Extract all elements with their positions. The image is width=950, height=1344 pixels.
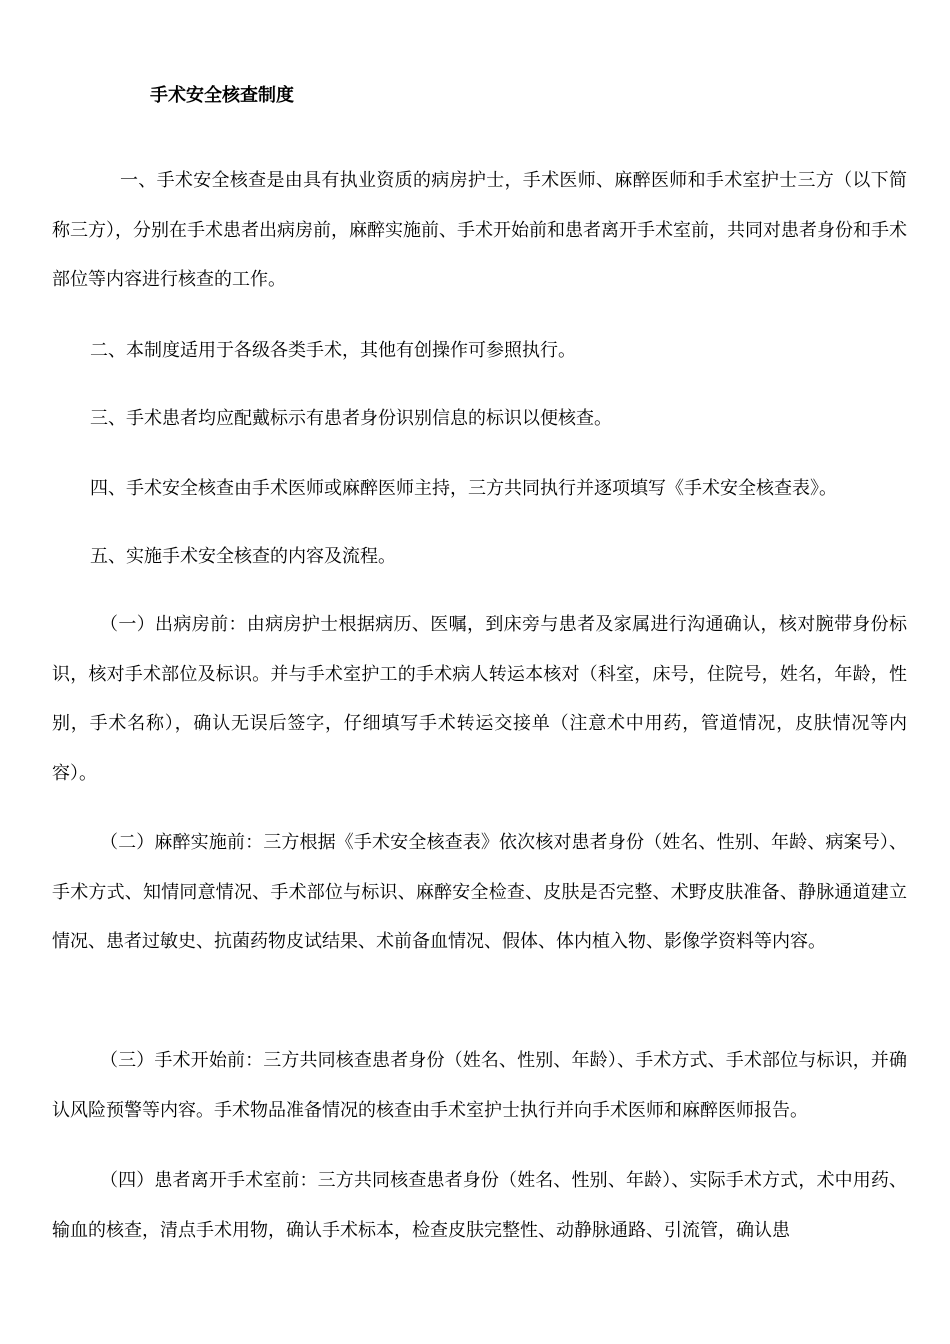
document-title: 手术安全核查制度: [150, 85, 294, 106]
paragraph-7: （二）麻醉实施前：三方根据《手术安全核查表》依次核对患者身份（姓名、性别、年龄、病案号）、手术方式、知情同意情况、手术部位与标识、麻醉安全检查、皮肤是否完整、术野皮肤准备、静脉通道建立情况、患者过敏史、抗菌药物皮试结果、术前备血情况、假体、体内植入物、影像学资料等内容。: [52, 832, 907, 952]
paragraph-3: 三、手术患者均应配戴标示有患者身份识别信息的标识以便核查。: [90, 408, 612, 429]
paragraph-8: （三）手术开始前：三方共同核查患者身份（姓名、性别、年龄）、手术方式、手术部位与标识，并确认风险预警等内容。手术物品准备情况的核查由手术室护士执行并向手术医师和麻醉医师报告。: [52, 1050, 907, 1121]
paragraph-2: 二、本制度适用于各级各类手术，其他有创操作可参照执行。: [90, 340, 576, 361]
paragraph-5: 五、实施手术安全核查的内容及流程。: [90, 546, 396, 567]
paragraph-9: （四）患者离开手术室前：三方共同核查患者身份（姓名、性别、年龄）、实际手术方式，术中用药、输血的核查，清点手术用物，确认手术标本，检查皮肤完整性、动静脉通路、引流管，确认患: [52, 1170, 907, 1241]
paragraph-6: （一）出病房前：由病房护士根据病历、医嘱，到床旁与患者及家属进行沟通确认，核对腕带身份标识，核对手术部位及标识。并与手术室护工的手术病人转运本核对（科室，床号，住院号，姓名，年龄，性别，手术名称），确认无误后签字，仔细填写手术转运交接单（注意术中用药，管道情况，皮肤情况等内容）。: [52, 614, 907, 784]
paragraph-4: 四、手术安全核查由手术医师或麻醉医师主持，三方共同执行并逐项填写《手术安全核查表》。: [90, 478, 837, 499]
paragraph-1: 一、手术安全核查是由具有执业资质的病房护士，手术医师、麻醉医师和手术室护士三方（以下简称三方），分别在手术患者出病房前，麻醉实施前、手术开始前和患者离开手术室前，共同对患者身份和手术部位等内容进行核查的工作。: [52, 170, 907, 290]
